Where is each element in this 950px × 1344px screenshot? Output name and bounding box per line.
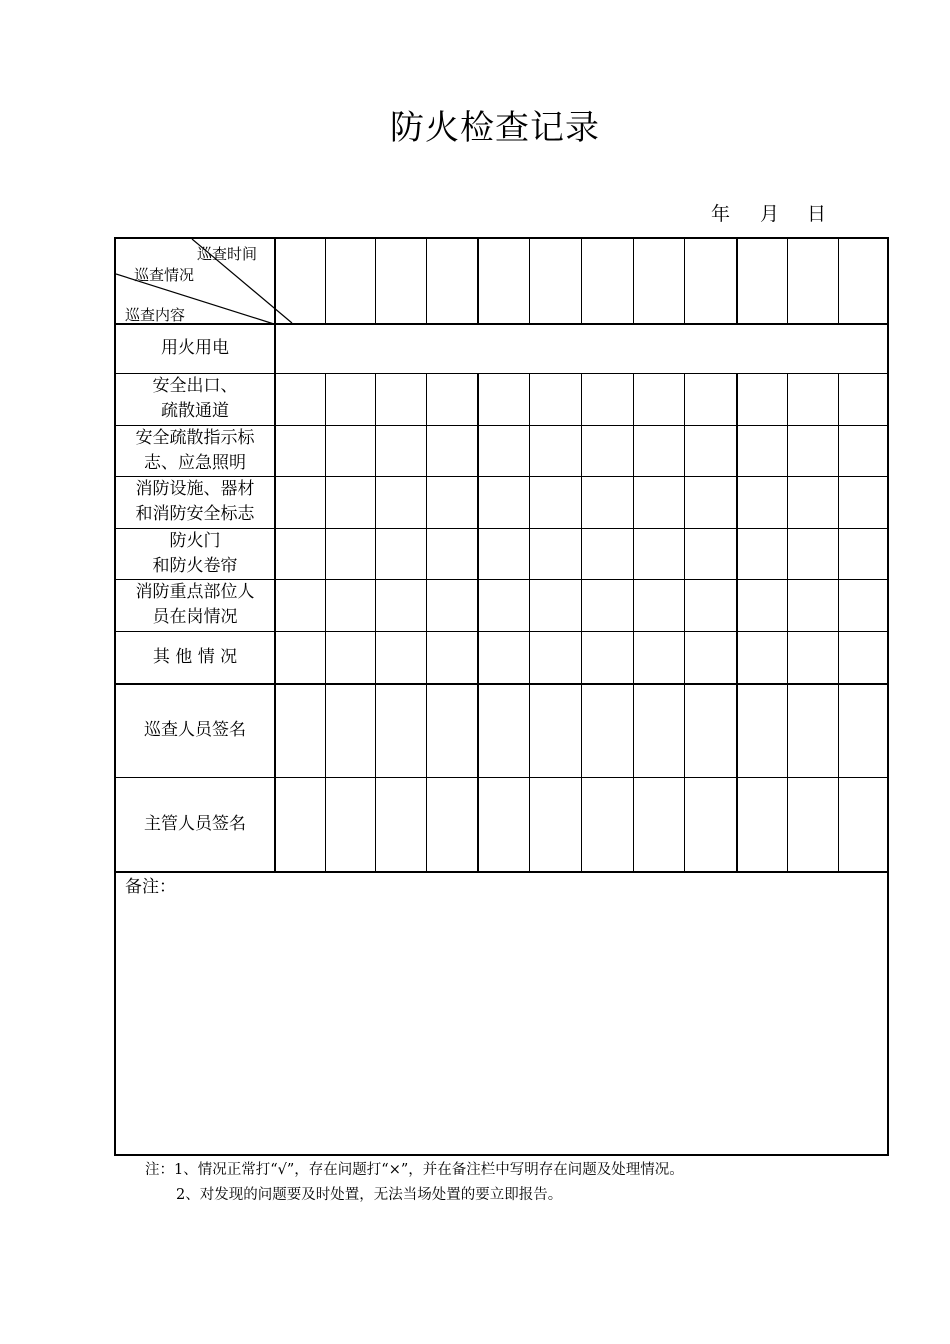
date-month-label: 月 — [760, 203, 780, 225]
header-content-label: 巡查内容 — [125, 306, 186, 324]
row-label: 安全出口、 疏散通道 — [152, 376, 238, 421]
table-column-divider — [426, 239, 427, 323]
row-label: 主管人员签名 — [144, 813, 246, 834]
header-time-label: 巡查时间 — [197, 245, 258, 263]
remarks-label: 备注： — [125, 877, 176, 897]
table-column-divider — [529, 239, 530, 323]
date-year-label: 年 — [711, 203, 731, 225]
row-label: 安全疏散指示标 志、应急照明 — [135, 427, 255, 473]
header-status-label: 巡查情况 — [134, 266, 195, 284]
table-column-divider — [325, 239, 326, 323]
row-label: 消防重点部位人 员在岗情况 — [135, 582, 255, 627]
table-column-divider — [529, 373, 530, 871]
table-column-divider — [736, 239, 738, 323]
table-column-divider — [633, 239, 634, 323]
page-title: 防火检查记录 — [390, 108, 600, 148]
table-column-divider — [581, 239, 582, 323]
row-label: 其 他 情 况 — [152, 646, 238, 667]
table-column-divider — [375, 373, 376, 871]
table-column-divider — [581, 373, 582, 871]
table-column-divider — [274, 239, 276, 871]
table-column-divider — [684, 373, 685, 871]
row-label: 用火用电 — [161, 337, 229, 358]
table-column-divider — [426, 373, 427, 871]
table-column-divider — [787, 239, 788, 323]
table-column-divider — [477, 239, 479, 323]
date-day-label: 日 — [807, 203, 827, 225]
table-row-divider — [116, 871, 887, 873]
inspection-table — [114, 237, 889, 1156]
table-column-divider — [633, 373, 634, 871]
row-label: 防火门 和防火卷帘 — [152, 530, 238, 576]
row-label: 消防设施、器材 和消防安全标志 — [135, 479, 255, 524]
table-column-divider — [684, 239, 685, 323]
table-column-divider — [325, 373, 326, 871]
table-column-divider — [787, 373, 788, 871]
footnote-1: 注：1、情况正常打“√”，存在问题打“×”，并在备注栏中写明存在问题及处理情况。 — [145, 1162, 684, 1178]
table-column-divider — [477, 373, 479, 871]
table-column-divider — [838, 239, 839, 323]
row-label: 巡查人员签名 — [144, 719, 246, 740]
table-column-divider — [736, 373, 738, 871]
footnote-2: 2、对发现的问题要及时处置，无法当场处置的要立即报告。 — [176, 1187, 563, 1203]
table-column-divider — [838, 373, 839, 871]
table-column-divider — [375, 239, 376, 323]
